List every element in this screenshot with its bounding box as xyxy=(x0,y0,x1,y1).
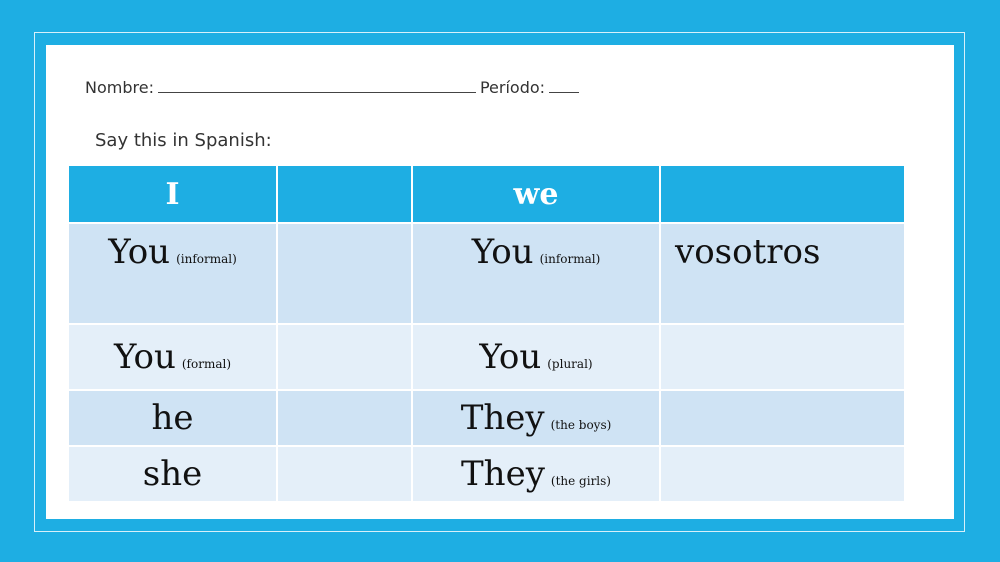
pronoun-note: (the boys) xyxy=(550,418,612,432)
name-label: Nombre: xyxy=(85,78,154,97)
pronoun-cell xyxy=(412,446,660,502)
pronoun-table xyxy=(67,164,906,503)
table-row xyxy=(68,390,905,446)
pronoun-word: she xyxy=(142,454,203,494)
table-row xyxy=(68,446,905,502)
instruction: Say this in Spanish: xyxy=(95,130,272,151)
header-cell-we: we xyxy=(412,165,660,223)
pronoun-cell xyxy=(68,390,277,446)
table-header-row xyxy=(68,165,905,223)
answer-cell[interactable] xyxy=(660,446,905,502)
header-cell-i: I xyxy=(68,165,277,223)
pronoun-note: (informal) xyxy=(176,252,237,266)
pronoun-cell xyxy=(68,223,277,324)
pronoun-word: You xyxy=(114,337,176,377)
period-label: Período: xyxy=(479,78,546,97)
answer-cell[interactable] xyxy=(660,390,905,446)
header-cell-blank-2 xyxy=(660,165,905,223)
answer-cell[interactable] xyxy=(277,446,412,502)
pronoun-word: You xyxy=(479,337,542,377)
header-cell-blank-1 xyxy=(277,165,412,223)
header-line xyxy=(85,78,579,97)
answer-cell[interactable]: vosotros xyxy=(660,223,905,324)
pronoun-word: You xyxy=(108,232,171,272)
pronoun-note: (the girls) xyxy=(550,474,611,488)
table-row xyxy=(68,324,905,390)
table-row xyxy=(68,223,905,324)
name-blank[interactable] xyxy=(158,78,476,93)
pronoun-word: You xyxy=(471,232,534,272)
pronoun-cell xyxy=(412,324,660,390)
pronoun-note: (formal) xyxy=(181,357,231,371)
answer-cell[interactable] xyxy=(660,324,905,390)
pronoun-word: They xyxy=(461,454,545,494)
answer-cell[interactable] xyxy=(277,390,412,446)
answer-cell[interactable] xyxy=(277,223,412,324)
pronoun-cell xyxy=(412,223,660,324)
pronoun-word: They xyxy=(460,398,545,438)
pronoun-cell xyxy=(412,390,660,446)
pronoun-cell xyxy=(68,324,277,390)
period-blank[interactable] xyxy=(549,78,579,93)
pronoun-cell xyxy=(68,446,277,502)
answer-cell[interactable] xyxy=(277,324,412,390)
pronoun-note: (plural) xyxy=(547,357,593,371)
pronoun-word: he xyxy=(151,398,194,438)
pronoun-note: (informal) xyxy=(539,252,601,266)
